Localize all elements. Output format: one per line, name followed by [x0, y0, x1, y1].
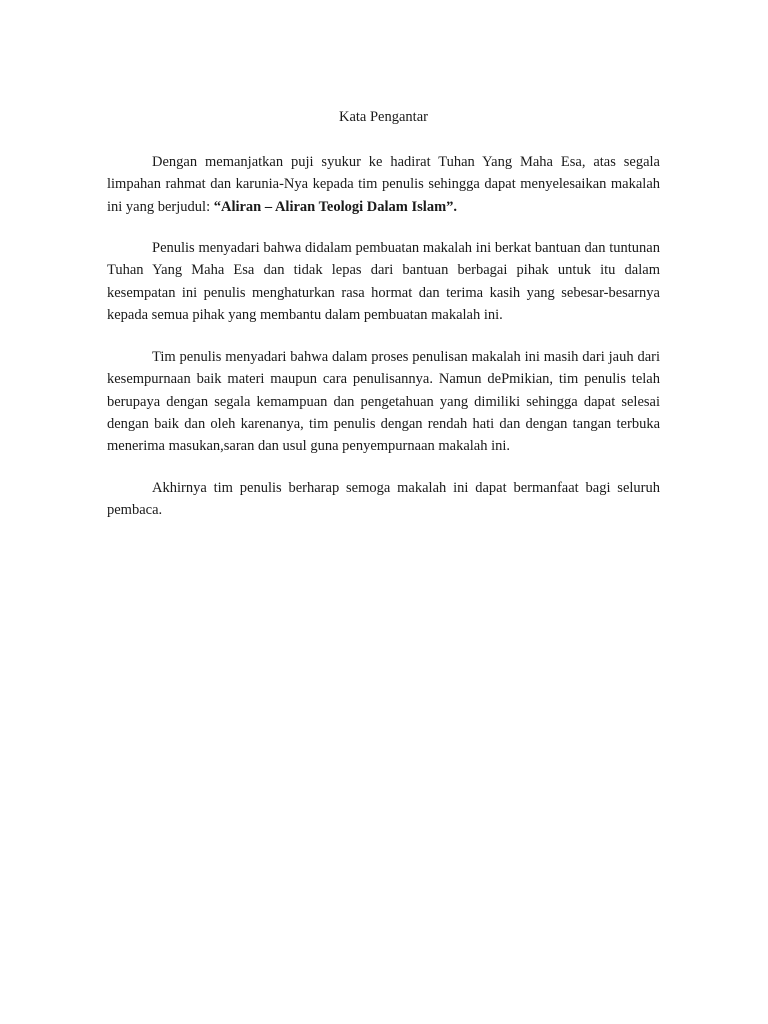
paper-title-bold: “Aliran – Aliran Teologi Dalam Islam”. — [213, 198, 458, 215]
paragraph-1-text: Dengan memanjatkan puji syukur ke hadirat Tuhan Yang Maha Esa, atas segala limpahan rahmat dan karunia-Nya kepada tim penulis sehingga dapat menyelesaikan makalah ini yang berjudul: — [107, 154, 660, 215]
paragraph-4: Akhirnya tim penulis berharap semoga makalah ini dapat bermanfaat bagi seluruh pembaca. — [107, 480, 660, 519]
paragraph-2: Penulis menyadari bahwa didalam pembuatan makalah ini berkat bantuan dan tuntunan Tuhan Yang Maha Esa dan tidak lepas dari bantuan berbagai pihak untuk itu dalam kesempatan ini penulis menghaturkan rasa hormat dan terima kasih yang sebesar-besarnya kepada semua pihak yang membantu dalam pembuatan makalah ini. — [107, 240, 660, 323]
paragraph-3: Tim penulis menyadari bahwa dalam proses penulisan makalah ini masih dari jauh dari kesempurnaan baik materi maupun cara penulisannya. Namun dePmikian, tim penulis telah berupaya dengan segala kemampuan dan pengetahuan yang dimiliki sehingga dapat selesai dengan baik dan oleh karenanya, tim penulis dengan rendah hati dan dengan tangan terbuka menerima masukan,saran dan usul guna penyempurnaan makalah ini. — [107, 349, 660, 455]
paragraph-1 — [107, 151, 660, 218]
document-title: Kata Pengantar — [339, 109, 428, 125]
